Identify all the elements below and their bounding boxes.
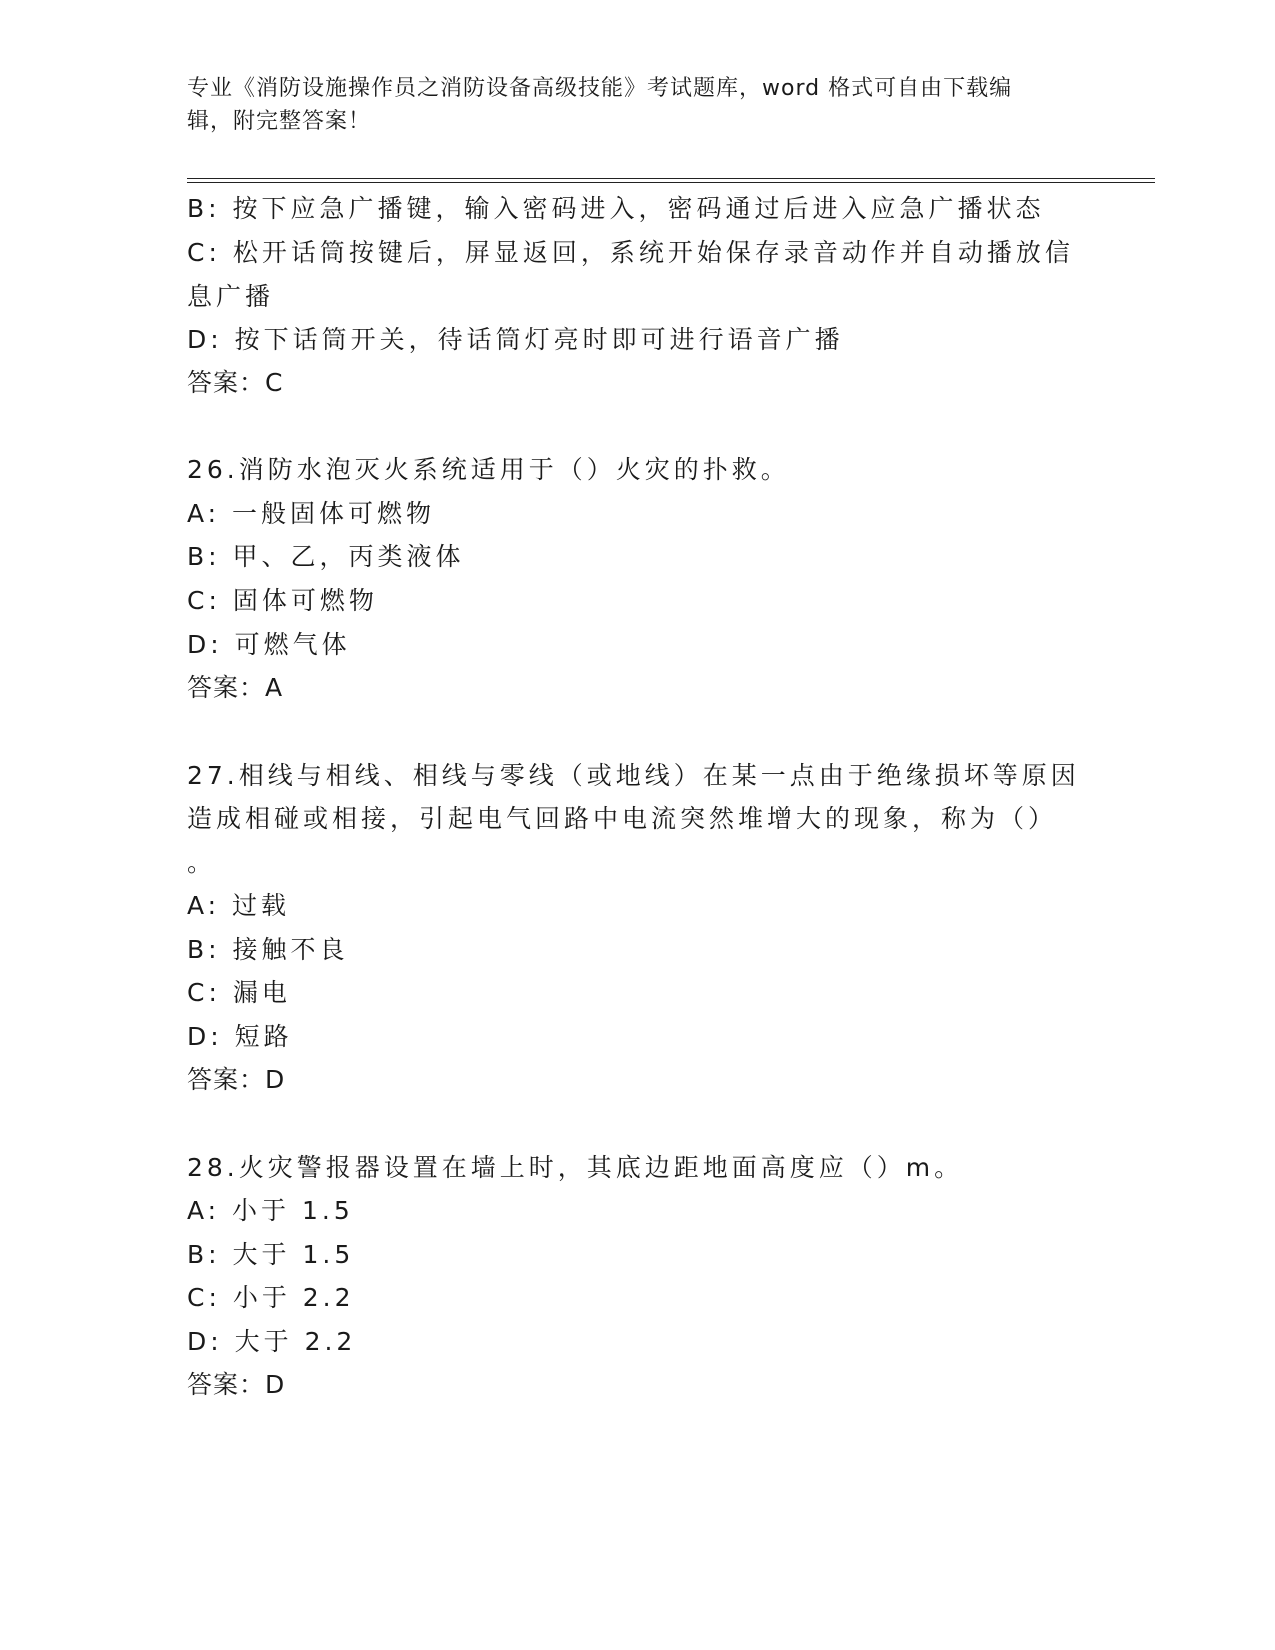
q26-option-b: B: 甲、乙，丙类液体 [187,542,465,571]
q25-option-c-line1: C: 松开话筒按键后，屏显返回，系统开始保存录音动作并自动播放信 [187,238,1074,267]
q28-option-b: B: 大于 1.5 [187,1240,355,1269]
q25-option-d: D: 按下话筒开关，待话筒灯亮时即可进行语音广播 [187,325,844,354]
q27-question-line1: 27.相线与相线、相线与零线（或地线）在某一点由于绝缘损坏等原因 [187,761,1080,790]
q27-option-d: D: 短路 [187,1022,293,1051]
q28-answer: 答案：D [187,1370,286,1399]
q28-option-c: C: 小于 2.2 [187,1283,355,1312]
header-divider-bottom [187,182,1155,183]
q26-answer: 答案：A [187,673,284,702]
header-divider-top [187,178,1155,179]
q25-answer: 答案：C [187,368,284,397]
q26-option-c: C: 固体可燃物 [187,586,378,615]
header-line-2: 辑，附完整答案！ [187,109,372,134]
header-line-1: 专业《消防设施操作员之消防设备高级技能》考试题库，word 格式可自由下载编 [187,76,1013,101]
q27-answer: 答案：D [187,1065,286,1094]
q26-option-a: A: 一般固体可燃物 [187,499,436,528]
q27-option-a: A: 过载 [187,891,291,920]
q28-option-a: A: 小于 1.5 [187,1196,354,1225]
q26-question: 26.消防水泡灭火系统适用于（）火灾的扑救。 [187,455,790,484]
q27-option-c: C: 漏电 [187,978,291,1007]
q25-option-b: B: 按下应急广播键，输入密码进入，密码通过后进入应急广播状态 [187,194,1045,223]
q27-option-b: B: 接触不良 [187,935,349,964]
q27-question-line3: 。 [187,848,217,877]
q25-option-c-line2: 息广播 [187,282,275,311]
document-header [187,72,1067,138]
q28-option-d: D: 大于 2.2 [187,1327,357,1356]
q26-option-d: D: 可燃气体 [187,630,351,659]
q27-question-line2: 造成相碰或相接，引起电气回路中电流突然堆增大的现象，称为（） [187,804,1058,833]
q28-question: 28.火灾警报器设置在墙上时，其底边距地面高度应（）m。 [187,1153,964,1182]
